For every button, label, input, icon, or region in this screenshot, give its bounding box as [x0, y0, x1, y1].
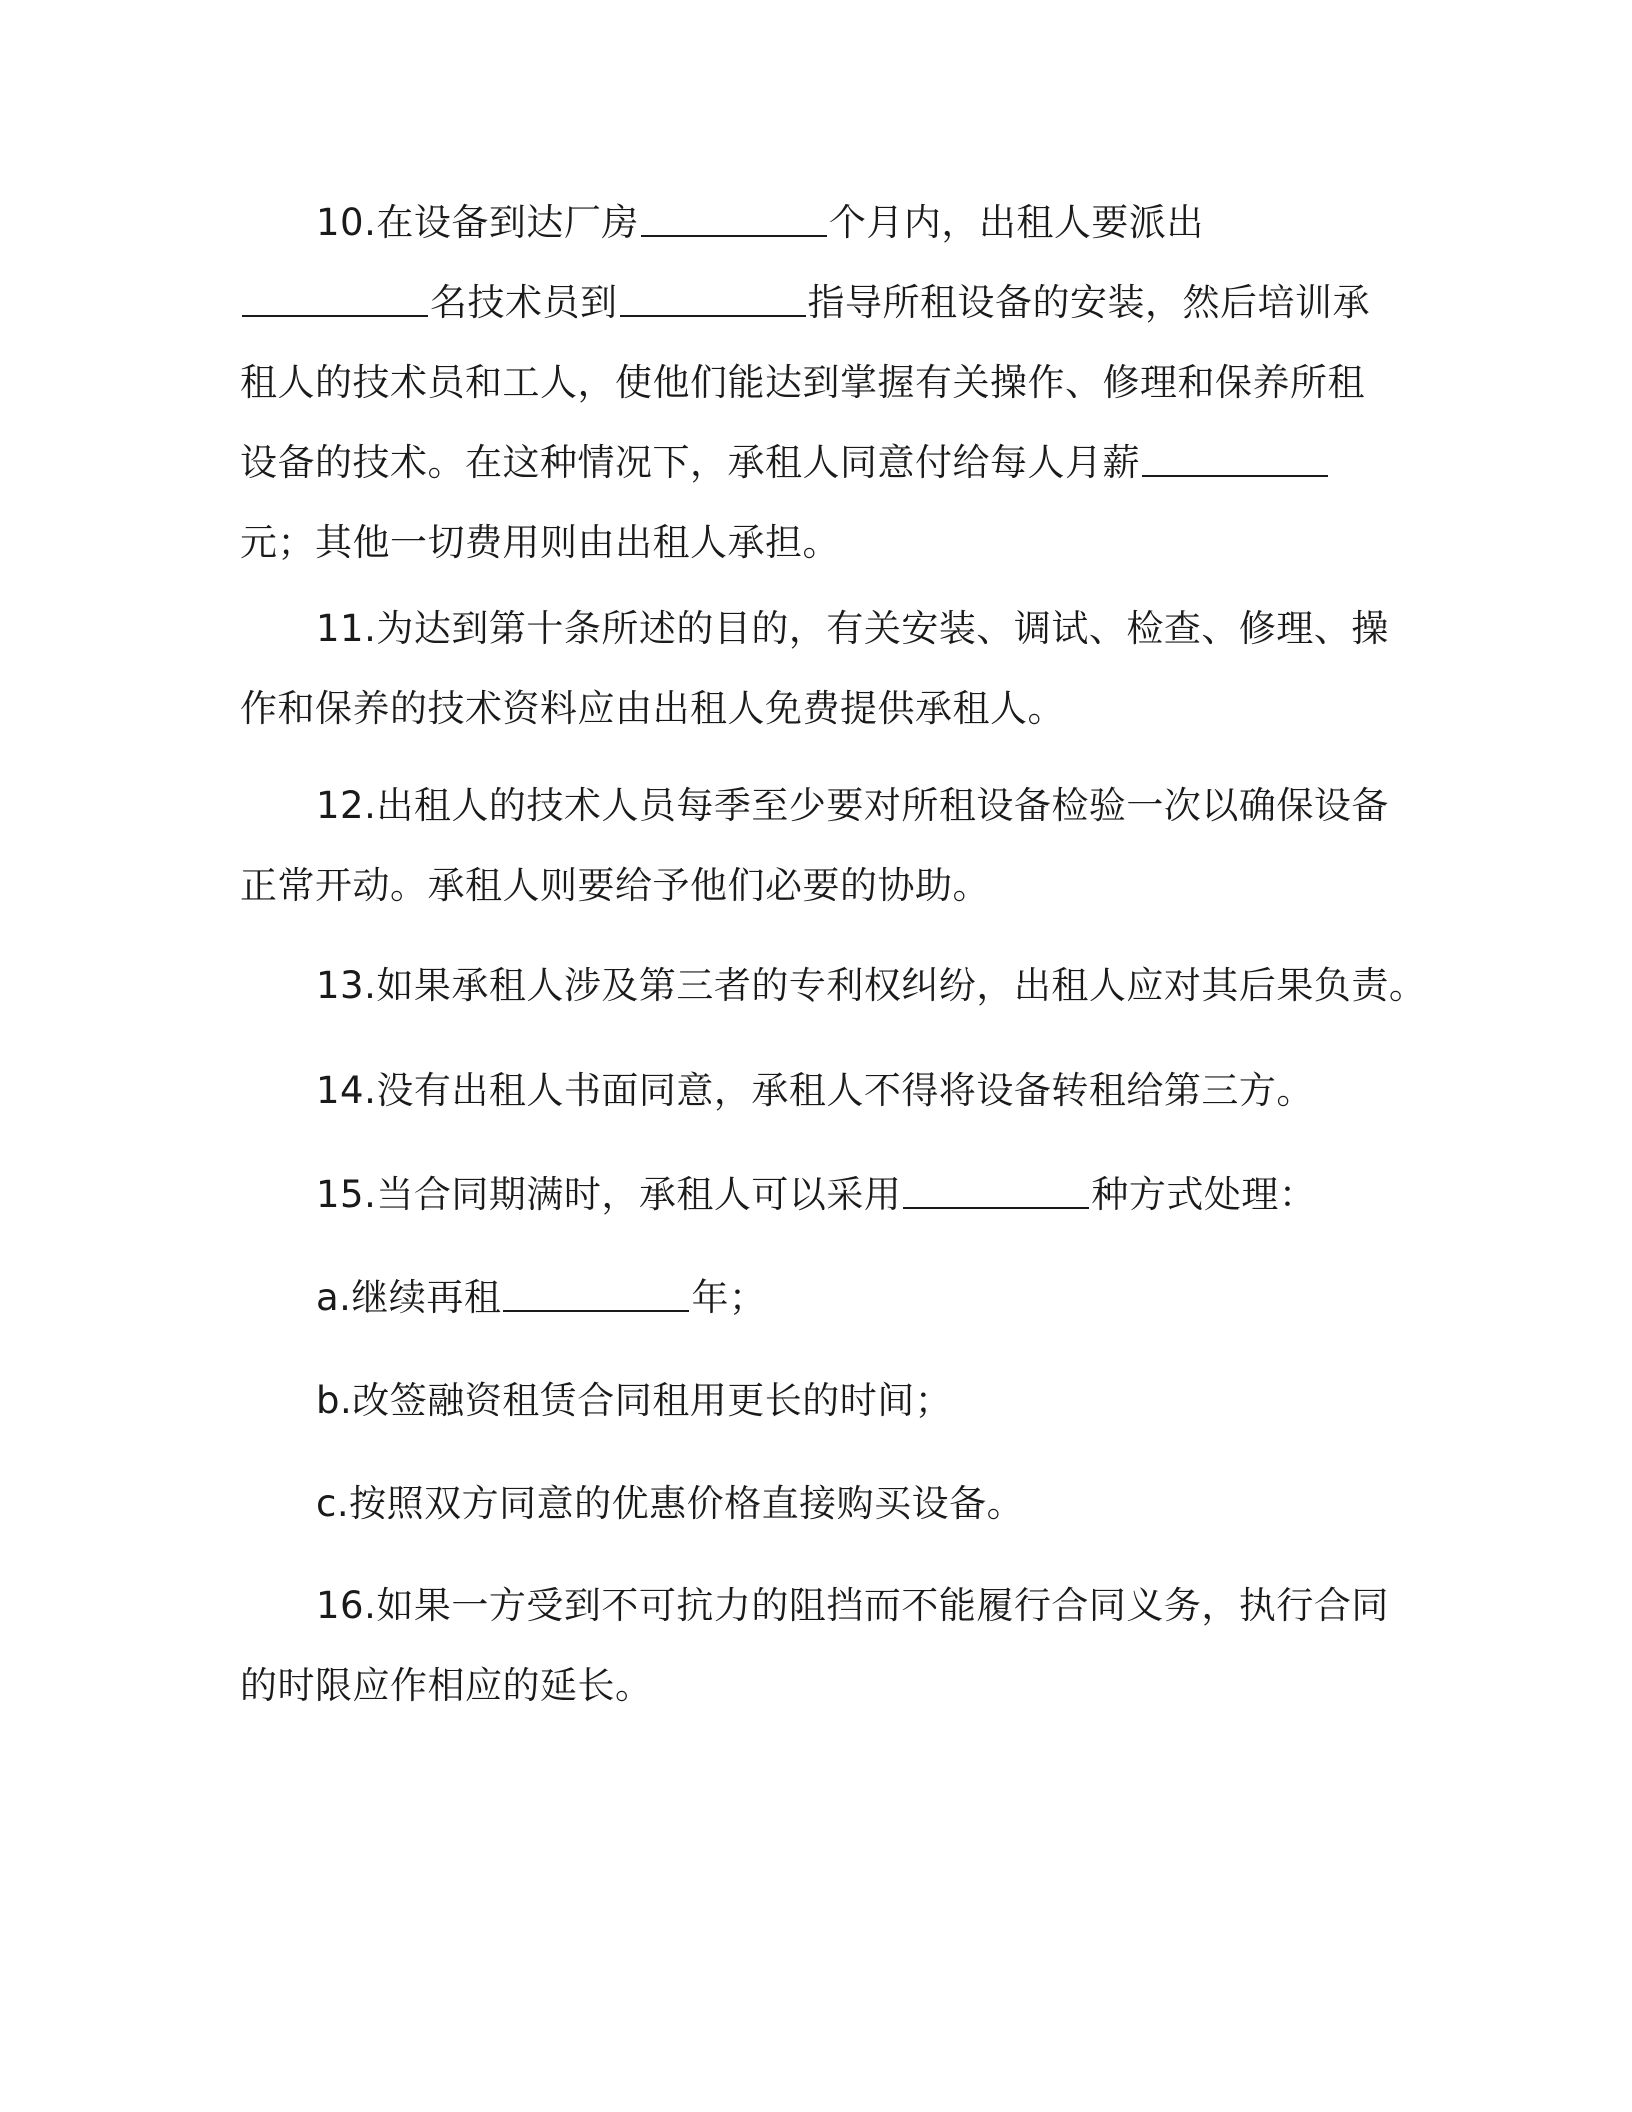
clause-10-text-4: 指导所租设备的安装，然后培训承租人的技术员和工人，使他们能达到掌握有关操作、修理和保养所租设备的技术。在这种情况下，承租人同意付给每人月薪	[240, 281, 1370, 484]
clause-15b: b.改签融资租赁合同租用更长的时间；	[316, 1379, 953, 1422]
clause-10-text-2: 个月内，出租人要派出	[828, 201, 1204, 244]
clause-14: 14.没有出租人书面同意，承租人不得将设备转租给第三方。	[316, 1069, 1314, 1112]
blank-field	[242, 278, 428, 317]
clause-10-text-1: 10.在设备到达厂房	[316, 201, 639, 244]
clause-10-text-5: 元；其他一切费用则由出租人承担。	[240, 521, 840, 564]
clause-15-text-2: 种方式处理：	[1091, 1173, 1317, 1216]
blank-field	[903, 1170, 1089, 1209]
blank-field	[1142, 438, 1328, 477]
blank-field	[620, 278, 806, 317]
clause-11: 11.为达到第十条所述的目的，有关安装、调试、检查、修理、操作和保养的技术资料应由出租人免费提供承租人。	[240, 607, 1389, 730]
clause-15-text-1: 15.当合同期满时，承租人可以采用	[316, 1173, 902, 1216]
clause-13: 13.如果承租人涉及第三者的专利权纠纷，出租人应对其后果负责。	[316, 964, 1427, 1007]
clause-16: 16.如果一方受到不可抗力的阻挡而不能履行合同义务，执行合同的时限应作相应的延长。	[240, 1584, 1389, 1707]
clause-10	[240, 183, 1390, 583]
clause-15	[240, 1155, 1390, 1235]
clause-15a	[240, 1258, 1390, 1338]
clause-15c: c.按照双方同意的优惠价格直接购买设备。	[316, 1482, 1025, 1525]
clause-15a-text-1: a.继续再租	[316, 1276, 502, 1319]
blank-field	[503, 1273, 689, 1312]
clause-12: 12.出租人的技术人员每季至少要对所租设备检验一次以确保设备正常开动。承租人则要给予他们必要的协助。	[240, 784, 1389, 907]
clause-10-text-3: 名技术员到	[430, 281, 618, 324]
clause-15a-text-2: 年；	[691, 1276, 767, 1319]
blank-field	[641, 198, 827, 237]
